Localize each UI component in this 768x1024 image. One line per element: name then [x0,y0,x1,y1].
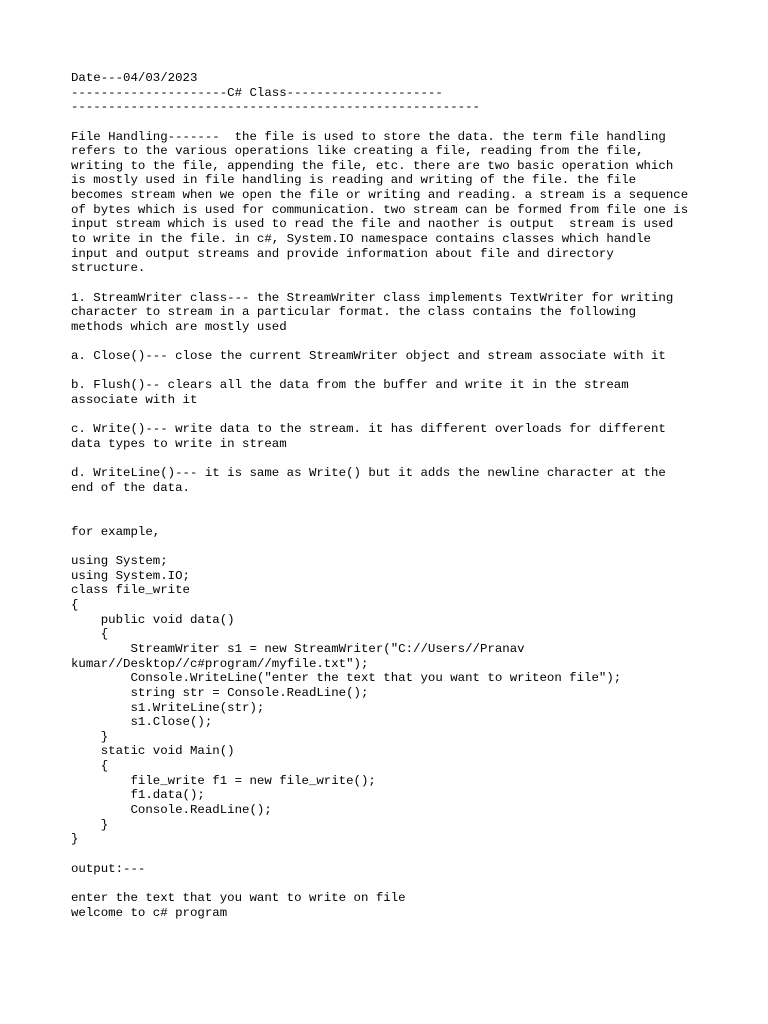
text-line: data types to write in stream [71,437,287,452]
text-line: using System.IO; [71,568,190,583]
text-line: input stream which is used to read the file and naother is output stream is used [71,217,674,232]
text-line: c. Write()--- write data to the stream. it has different overloads for different [71,422,666,437]
document-page [71,71,731,920]
text-line: f1.data(); [71,788,205,803]
text-line: output:--- [71,861,146,876]
text-line: is mostly used in file handling is reading and writing of the file. the file [71,173,637,188]
text-line: Console.ReadLine(); [71,803,272,818]
text-line: } [71,729,109,744]
text-line: welcome to c# program [71,905,228,920]
text-line: ------------------------------------------------------- [71,100,480,115]
text-line: s1.Close(); [71,715,213,730]
text-line: input and output streams and provide information about file and directory [71,246,614,261]
text-line: kumar//Desktop//c#program//myfile.txt"); [71,656,369,671]
blank-line [71,452,731,467]
text-line: Console.WriteLine("enter the text that you want to writeon file"); [71,671,622,686]
text-line: file_write f1 = new file_write(); [71,773,376,788]
text-line: associate with it [71,393,198,408]
text-line: writing to the file, appending the file, etc. there are two basic operation which [71,158,674,173]
text-line: s1.WriteLine(str); [71,700,265,715]
blank-line [71,876,731,891]
text-line: 1. StreamWriter class--- the StreamWriter class implements TextWriter for writing [71,290,674,305]
text-line: } [71,832,79,847]
text-line: static void Main() [71,744,235,759]
text-line: becomes stream when we open the file or writing and reading. a stream is a sequence [71,188,689,203]
text-line: methods which are mostly used [71,319,287,334]
blank-line [71,847,731,862]
blank-line [71,115,731,130]
text-line: d. WriteLine()--- it is same as Write() but it adds the newline character at the [71,466,666,481]
text-line: StreamWriter s1 = new StreamWriter("C://Users//Pranav [71,641,525,656]
text-line: File Handling------- the file is used to store the data. the term file handling [71,129,666,144]
text-line: refers to the various operations like creating a file, reading from the file, [71,144,644,159]
blank-line [71,364,731,379]
text-line: end of the data. [71,480,190,495]
blank-line [71,496,731,511]
text-line: character to stream in a particular format. the class contains the following [71,305,637,320]
text-line: string str = Console.ReadLine(); [71,685,369,700]
text-line: for example, [71,524,161,539]
text-line: structure. [71,261,146,276]
text-line: class file_write [71,583,190,598]
text-line: } [71,817,109,832]
blank-line [71,408,731,423]
text-line: using System; [71,554,168,569]
text-line: of bytes which is used for communication. two stream can be formed from file one is [71,202,689,217]
blank-line [71,335,731,350]
text-line: a. Close()--- close the current StreamWriter object and stream associate with it [71,349,666,364]
text-line: public void data() [71,612,235,627]
blank-line [71,540,731,555]
text-line: to write in the file. in c#, System.IO namespace contains classes which handle [71,232,651,247]
text-line: enter the text that you want to write on file [71,890,406,905]
text-line: { [71,598,79,613]
text-line: ---------------------C# Class--------------------- [71,85,443,100]
blank-line [71,276,731,291]
text-line: { [71,627,109,642]
text-line: Date---04/03/2023 [71,71,198,85]
blank-line [71,510,731,525]
text-line: { [71,759,109,774]
text-line: b. Flush()-- clears all the data from the buffer and write it in the stream [71,378,629,393]
